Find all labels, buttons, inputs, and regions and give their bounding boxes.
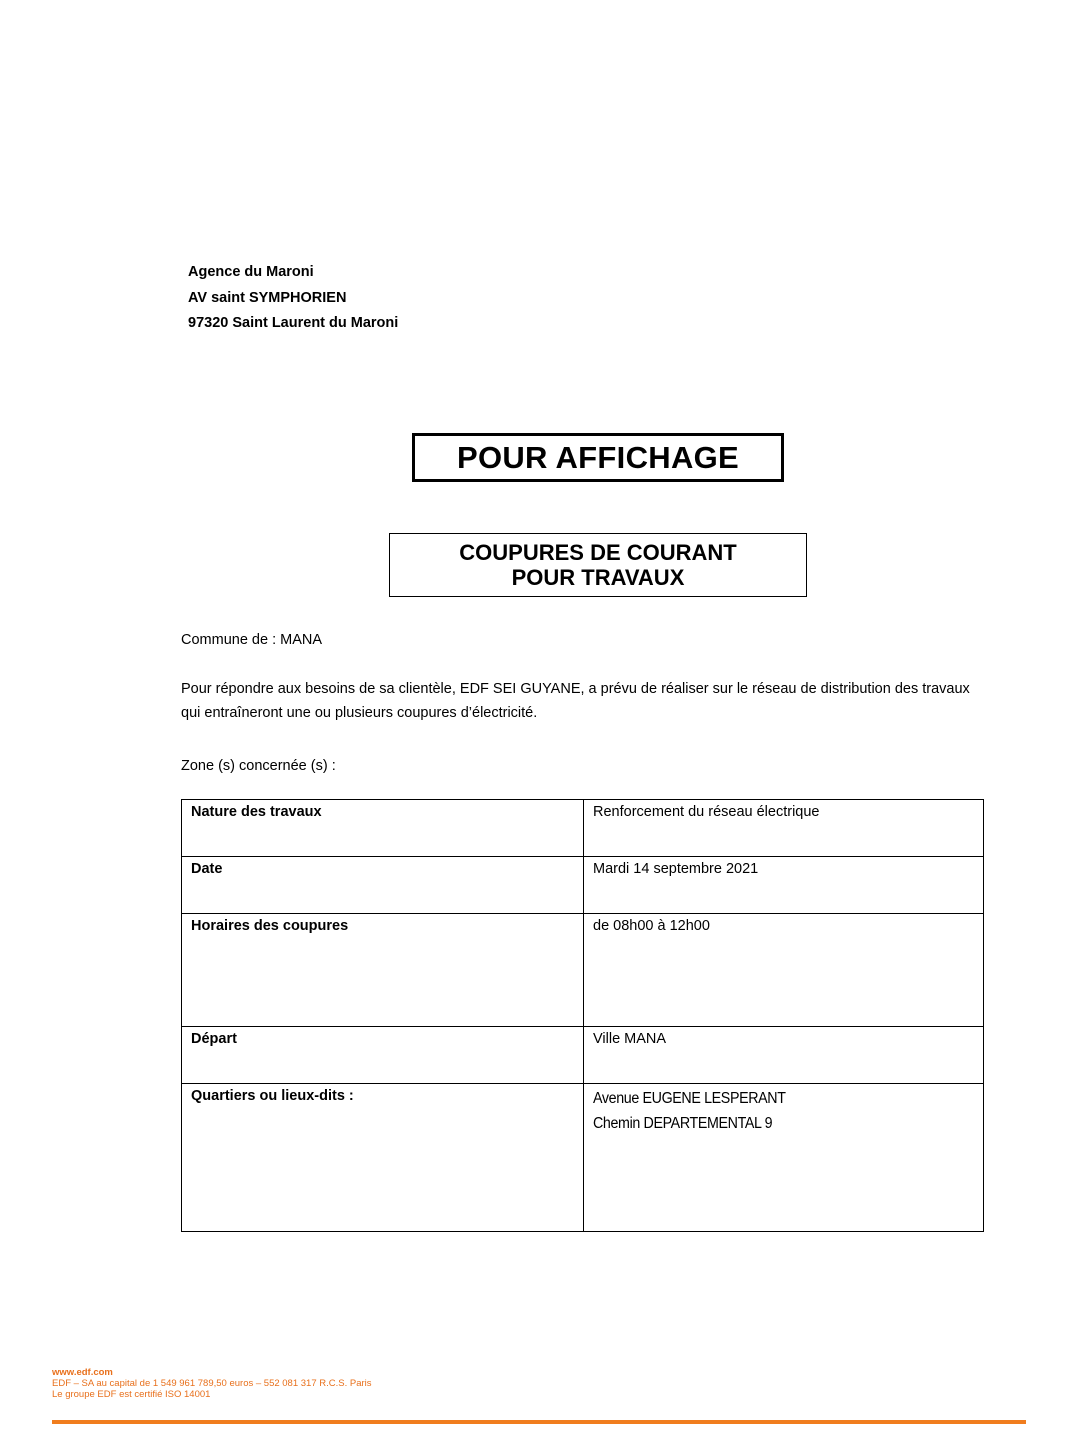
row-value-nature: Renforcement du réseau électrique [584,800,984,857]
row-value-date: Mardi 14 septembre 2021 [584,857,984,914]
footer-rule [52,1420,1026,1424]
row-label-nature: Nature des travaux [182,800,584,857]
sender-city: 97320 Saint Laurent du Maroni [188,315,399,331]
row-value-districts [584,1084,984,1232]
table-row [182,1027,984,1084]
subject-box [389,533,807,597]
table-row [182,857,984,914]
sender-address [188,260,398,337]
table-row [182,914,984,1027]
intro-paragraph: Pour répondre aux besoins de sa clientèle, EDF SEI GUYANE, a prévu de réaliser sur le réseau de distribution des travaux qui entraîneront une ou plusieurs coupures d’électricité. [181,681,970,721]
row-value-hours: de 08h00 à 12h00 [584,914,984,1027]
table-row [182,1084,984,1232]
row-label-districts: Quartiers ou lieux-dits : [182,1084,584,1232]
zone-label: Zone (s) concernée (s) : [181,758,336,774]
row-label-departure: Départ [182,1027,584,1084]
district-line-1: Avenue EUGENE LESPERANT [593,1090,786,1107]
footer-website: www.edf.com [52,1367,113,1378]
commune-line: Commune de : MANA [181,632,323,648]
subject-line-1: COUPURES DE COURANT [459,540,737,565]
display-banner: POUR AFFICHAGE [412,433,784,482]
footer-legal: EDF – SA au capital de 1 549 961 789,50 euros – 552 081 317 R.C.S. Paris [52,1378,372,1389]
table-row [182,800,984,857]
subject-line-2: POUR TRAVAUX [511,565,685,590]
sender-street: AV saint SYMPHORIEN [188,289,347,306]
row-label-date: Date [182,857,584,914]
district-line-2: Chemin DEPARTEMENTAL 9 [593,1115,773,1132]
footer-certification: Le groupe EDF est certifié ISO 14001 [52,1389,211,1400]
sender-agency: Agence du Maroni [188,264,314,280]
row-value-departure: Ville MANA [584,1027,984,1084]
details-table [181,799,984,1232]
row-label-hours: Horaires des coupures [182,914,584,1027]
footer [52,1367,372,1400]
